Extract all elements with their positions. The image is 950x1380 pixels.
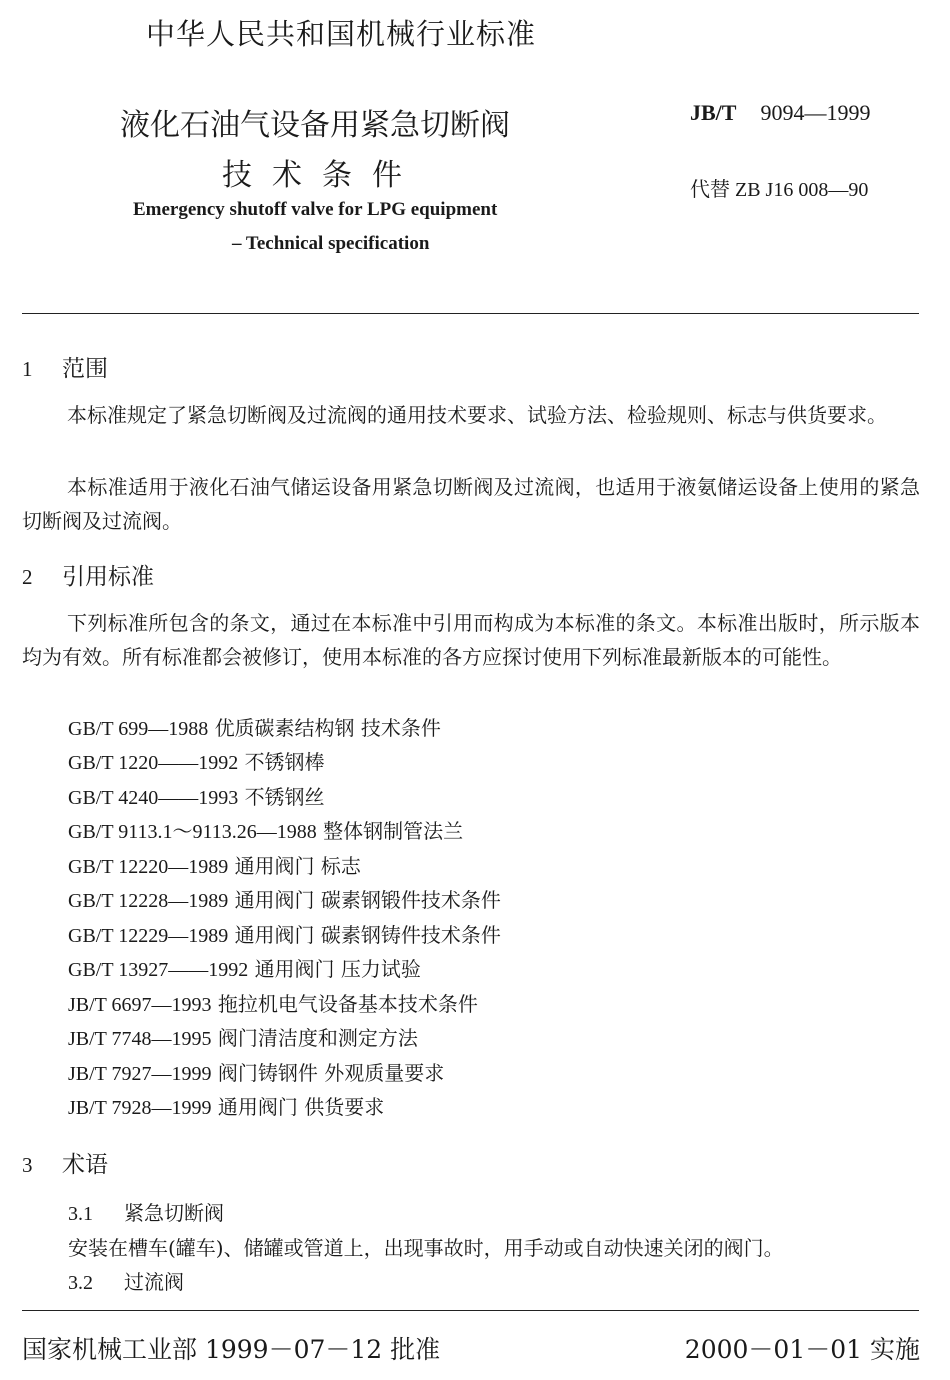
- term-3-1: [68, 1197, 224, 1226]
- reference-item: GB/T 1220——1992 不锈钢棒: [68, 750, 325, 774]
- reference-item: GB/T 12220—1989 通用阀门 标志: [68, 854, 361, 878]
- standard-number: [690, 100, 870, 126]
- approval-date: 国家机械工业部 1999－07－12 批准: [22, 1335, 441, 1364]
- section-title: 范围: [62, 356, 108, 382]
- term-number: 3.2: [68, 1272, 93, 1294]
- reference-item: JB/T 7748—1995 阀门清洁度和测定方法: [68, 1026, 418, 1050]
- section-number: 1: [22, 357, 33, 381]
- section-2-paragraph-1: 下列标准所包含的条文，通过在本标准中引用而构成为本标准的条文。本标准出版时，所示版本均为有效。所有标准都会被修订，使用本标准的各方应探讨使用下列标准最新版本的可能性。: [22, 611, 920, 669]
- footer-divider: [22, 1310, 919, 1311]
- reference-item: JB/T 7928—1999 通用阀门 供货要求: [68, 1095, 385, 1119]
- replaces-standard: 代替 ZB J16 008—90: [690, 179, 869, 201]
- section-title: 术语: [62, 1152, 108, 1178]
- section-title: 引用标准: [62, 564, 154, 590]
- effective-date: 2000－01－01 实施: [684, 1335, 920, 1364]
- term-3-1-definition: 安装在槽车(罐车)、储罐或管道上，出现事故时，用手动或自动快速关闭的阀门。: [68, 1236, 784, 1260]
- section-2-heading: [22, 558, 154, 591]
- reference-item: JB/T 7927—1999 阀门铸钢件 外观质量要求: [68, 1061, 445, 1085]
- reference-item: GB/T 12229—1989 通用阀门 碳素钢铸件技术条件: [68, 923, 501, 947]
- term-number: 3.1: [68, 1203, 93, 1225]
- reference-item: GB/T 13927——1992 通用阀门 压力试验: [68, 957, 421, 981]
- reference-item: GB/T 4240——1993 不锈钢丝: [68, 785, 325, 809]
- standard-prefix: JB/T: [690, 100, 737, 125]
- section-1-heading: [22, 350, 108, 383]
- document-title-en-sub: – Technical specification: [232, 233, 430, 254]
- section-3-heading: [22, 1146, 108, 1179]
- reference-item: GB/T 699—1988 优质碳素结构钢 技术条件: [68, 716, 441, 740]
- section-number: 2: [22, 565, 33, 589]
- industry-standard-title: 中华人民共和国机械行业标准: [146, 17, 537, 51]
- reference-item: GB/T 9113.1～9113.26—1988 整体钢制管法兰: [68, 819, 464, 843]
- term-3-2: [68, 1266, 184, 1295]
- reference-item: GB/T 12228—1989 通用阀门 碳素钢锻件技术条件: [68, 888, 501, 912]
- document-title-en: Emergency shutoff valve for LPG equipment: [133, 199, 498, 220]
- section-1-paragraph-1: 本标准规定了紧急切断阀及过流阀的通用技术要求、试验方法、检验规则、标志与供货要求。: [67, 403, 887, 427]
- standard-code: 9094—1999: [760, 100, 871, 125]
- section-1-paragraph-2: 本标准适用于液化石油气储运设备用紧急切断阀及过流阀，也适用于液氨储运设备上使用的紧急切断阀及过流阀。: [22, 475, 920, 533]
- term-title: 过流阀: [124, 1270, 184, 1294]
- document-title-cn-sub: 技术条件: [222, 158, 422, 193]
- reference-item: JB/T 6697—1993 拖拉机电气设备基本技术条件: [68, 992, 478, 1016]
- term-title: 紧急切断阀: [124, 1201, 224, 1225]
- section-number: 3: [22, 1153, 33, 1177]
- document-title-cn: 液化石油气设备用紧急切断阀: [120, 108, 510, 143]
- header-divider: [22, 313, 919, 314]
